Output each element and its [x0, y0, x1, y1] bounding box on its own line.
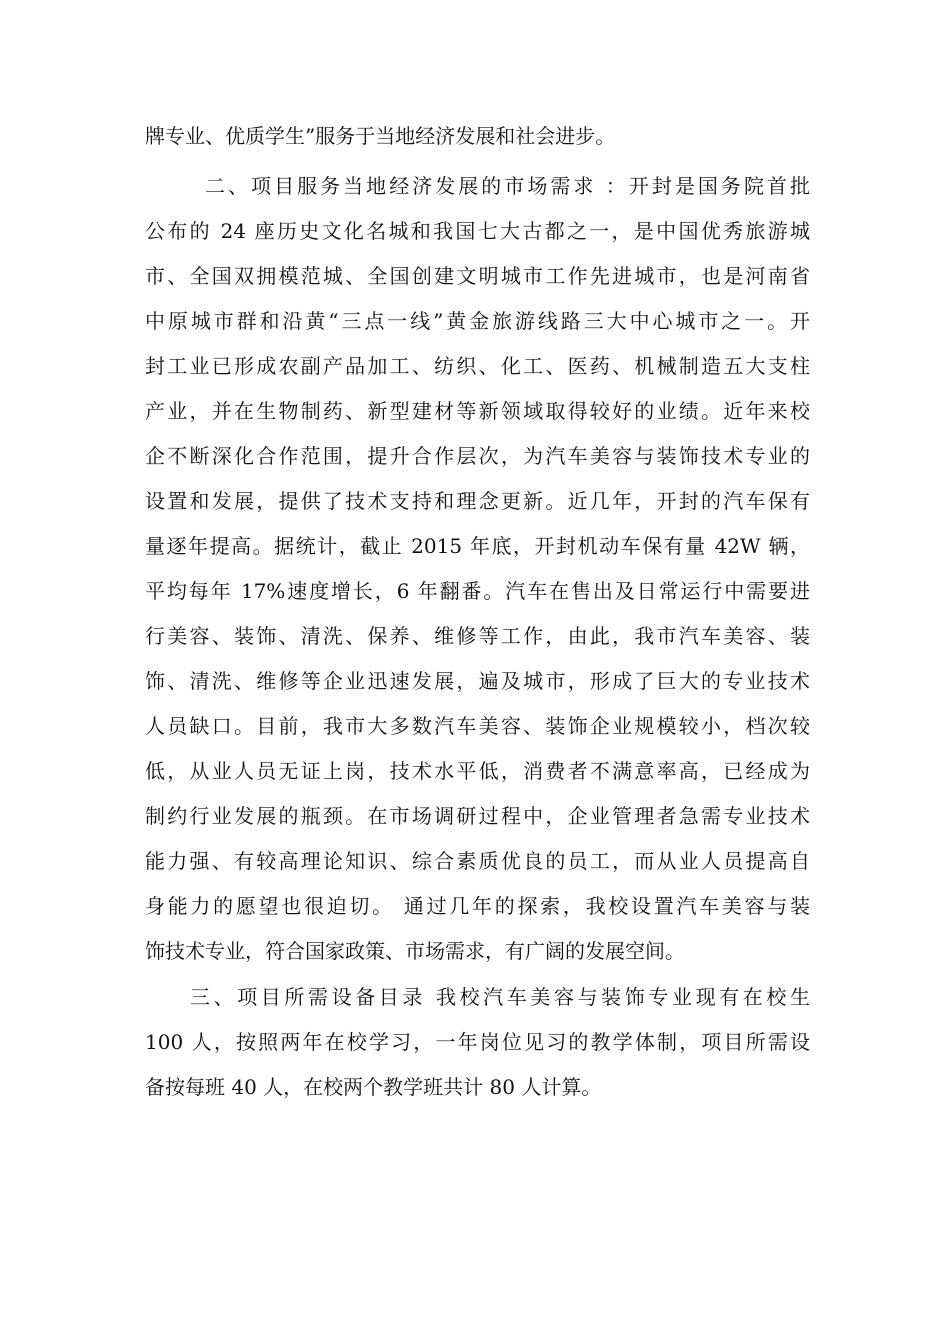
text-line: 制约行业发展的瓶颈。在市场调研过程中，企业管理者急需专业技术 — [145, 804, 810, 828]
text-line: 设置和发展，提供了技术支持和理念更新。近几年，开封的汽车保有 — [145, 489, 810, 513]
text-line: 饰、清洗、维修等企业迅速发展，遍及城市，形成了巨大的专业技术 — [145, 669, 810, 693]
text-line: 平均每年 17%速度增长，6 年翻番。汽车在售出及日常运行中需要进 — [145, 579, 810, 603]
text-line: 二、项目服务当地经济发展的市场需求 ：开封是国务院首批 — [205, 174, 810, 198]
text-line: 人员缺口。目前，我市大多数汽车美容、装饰企业规模较小，档次较 — [145, 714, 810, 738]
text-line: 封工业已形成农副产品加工、纺织、化工、医药、机械制造五大支柱 — [145, 354, 810, 378]
text-line: 产业，并在生物制药、新型建材等新领域取得较好的业绩。近年来校 — [145, 399, 810, 423]
text-line: 饰技术专业，符合国家政策、市场需求，有广阔的发展空间。 — [145, 939, 685, 963]
text-line: 行美容、装饰、清洗、保养、维修等工作，由此，我市汽车美容、装 — [145, 624, 810, 648]
text-line: 企不断深化合作范围，提升合作层次，为汽车美容与装饰技术专业的 — [145, 444, 810, 468]
text-line: 备按每班 40 人，在校两个教学班共计 80 人计算。 — [145, 1075, 602, 1099]
text-line: 量逐年提高。据统计，截止 2015 年底，开封机动车保有量 42W 辆， — [145, 534, 810, 558]
text-line: 100 人，按照两年在校学习，一年岗位见习的教学体制，项目所需设 — [145, 1030, 810, 1054]
text-line: 低，从业人员无证上岗，技术水平低，消费者不满意率高，已经成为 — [145, 759, 810, 783]
text-line: 三、项目所需设备目录 我校汽车美容与装饰专业现有在校生 — [190, 985, 810, 1009]
text-line: 身能力的愿望也很迫切。 通过几年的探索，我校设置汽车美容与装 — [145, 894, 810, 918]
text-line: 中原城市群和沿黄“三点一线”黄金旅游线路三大中心城市之一。开 — [145, 309, 810, 333]
text-line: 能力强、有较高理论知识、综合素质优良的员工，而从业人员提高自 — [145, 849, 810, 873]
text-line: 公布的 24 座历史文化名城和我国七大古都之一，是中国优秀旅游城 — [145, 219, 810, 243]
paragraph-3-equipment-list — [145, 975, 810, 1110]
text-line: 牌专业、优质学生”服务于当地经济发展和社会进步。 — [145, 124, 616, 148]
paragraph-1 — [145, 114, 810, 159]
paragraph-2-market-demand — [145, 164, 810, 974]
text-line: 市、全国双拥模范城、全国创建文明城市工作先进城市，也是河南省 — [145, 264, 810, 288]
